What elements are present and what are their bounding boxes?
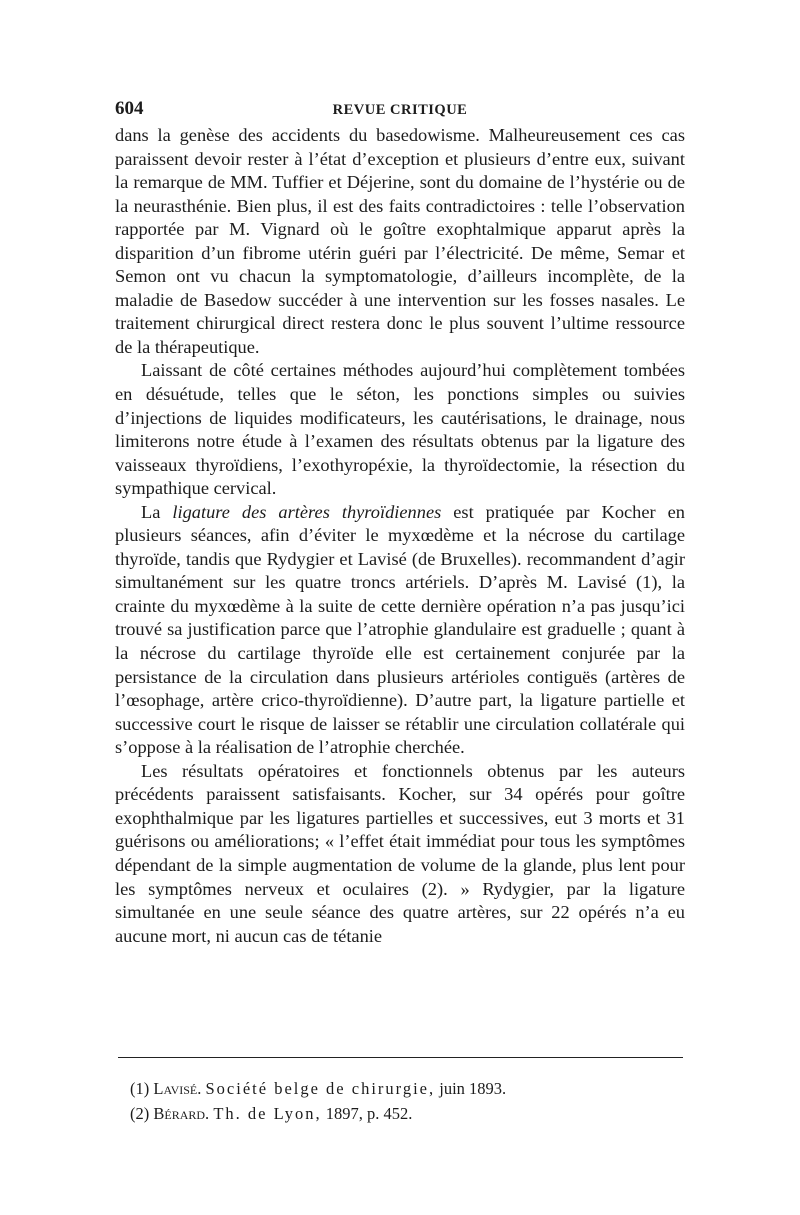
body-text: [115, 124, 685, 948]
running-head: [115, 98, 685, 124]
paragraph: La ligature des artères thyroïdiennes est pratiquée par Kocher en plusieurs séances, afin d’éviter le myxœdème et la nécrose du cartilage thyroïde, tandis que Rydygier et Lavisé (de Bruxelles). recommandent d’agir simultanément sur les quatre troncs artériels. D’après M. Lavisé (1), la crainte du myxœdème à la suite de cette dernière opération n’a pas jusqu’ici trouvé sa justification parce que l’atrophie glandulaire est graduelle ; quant à la nécrose du cartilage thyroïde elle est certainement conjurée par la persistance de la circulation dans plusieurs artérioles contiguës (artères de l’œsophage, artère crico-thyroïdienne). D’autre part, la ligature partielle et successive court le risque de laisser se rétablir une circulation collatérale qui s’oppose à la réalisation de l’atrophie cherchée.: [115, 501, 686, 758]
footnote-detail: 1897, p. 452.: [325, 1104, 413, 1123]
paragraph: dans la genèse des accidents du basedowisme. Malheureusement ces cas paraissent devoir rester à l’état d’exception et plusieurs d’entre eux, suivant la remarque de MM. Tuffier et Déjerine, sont du domaine de l’hystérie ou de la neurasthénie. Bien plus, il est des faits contradictoires : telle l’observation rapportée par M. Vignard où le goître exophtalmique apparut après la disparition d’un fibrome utérin guéri par l’électricité. De même, Semar et Semon ont vu chacun la symptomatologie, d’ailleurs incomplète, de la maladie de Basedow succéder à une intervention sur les fosses nasales. Le traitement chirurgical direct restera donc le plus souvent l’ultime ressource de la thérapeutique.: [115, 125, 685, 357]
page: [115, 98, 685, 948]
italic-term: ligature des artères thyroïdiennes: [172, 501, 442, 522]
page-number: 604: [115, 98, 144, 119]
footnote-rule: [118, 1057, 683, 1058]
footnote: [130, 1101, 690, 1126]
footnote-marker: (2): [130, 1104, 150, 1123]
footnote-marker: (1): [130, 1079, 150, 1098]
footnote-author: Lavisé.: [153, 1079, 202, 1098]
footnote: [130, 1076, 690, 1101]
footnote-author: Bérard.: [153, 1104, 210, 1123]
footnote-detail: juin 1893.: [439, 1079, 507, 1098]
paragraph: Laissant de côté certaines méthodes aujourd’hui complètement tombées en désuétude, telles que le séton, les ponctions simples ou suivies d’injections de liquides modificateurs, les cautérisations, le drainage, nous limiterons notre étude à l’examen des résultats obtenus par la ligature des vaisseaux thyroïdiens, l’exothyropéxie, la thyroïdectomie, la résection du sympathique cervical.: [115, 360, 685, 499]
footnotes: [130, 1076, 690, 1126]
footnote-source: Th. de Lyon,: [213, 1104, 322, 1123]
paragraph: Les résultats opératoires et fonctionnels obtenus par les auteurs précédents paraissent satisfaisants. Kocher, sur 34 opérés pour goître exophthalmique par les ligatures partielles et successives, eut 3 morts et 31 guérisons ou améliorations; « l’effet était immédiat pour tous les symptômes dépendant de la simple augmentation de volume de la glande, plus lent pour les symptômes nerveux et oculaires (2). » Rydygier, par la ligature simultanée en une seule séance des quatre artères, sur 22 opérés n’a eu aucune mort, ni aucun cas de tétanie: [115, 760, 685, 946]
running-title: REVUE CRITIQUE: [332, 102, 468, 118]
footnote-source: Société belge de chirurgie,: [205, 1079, 436, 1098]
